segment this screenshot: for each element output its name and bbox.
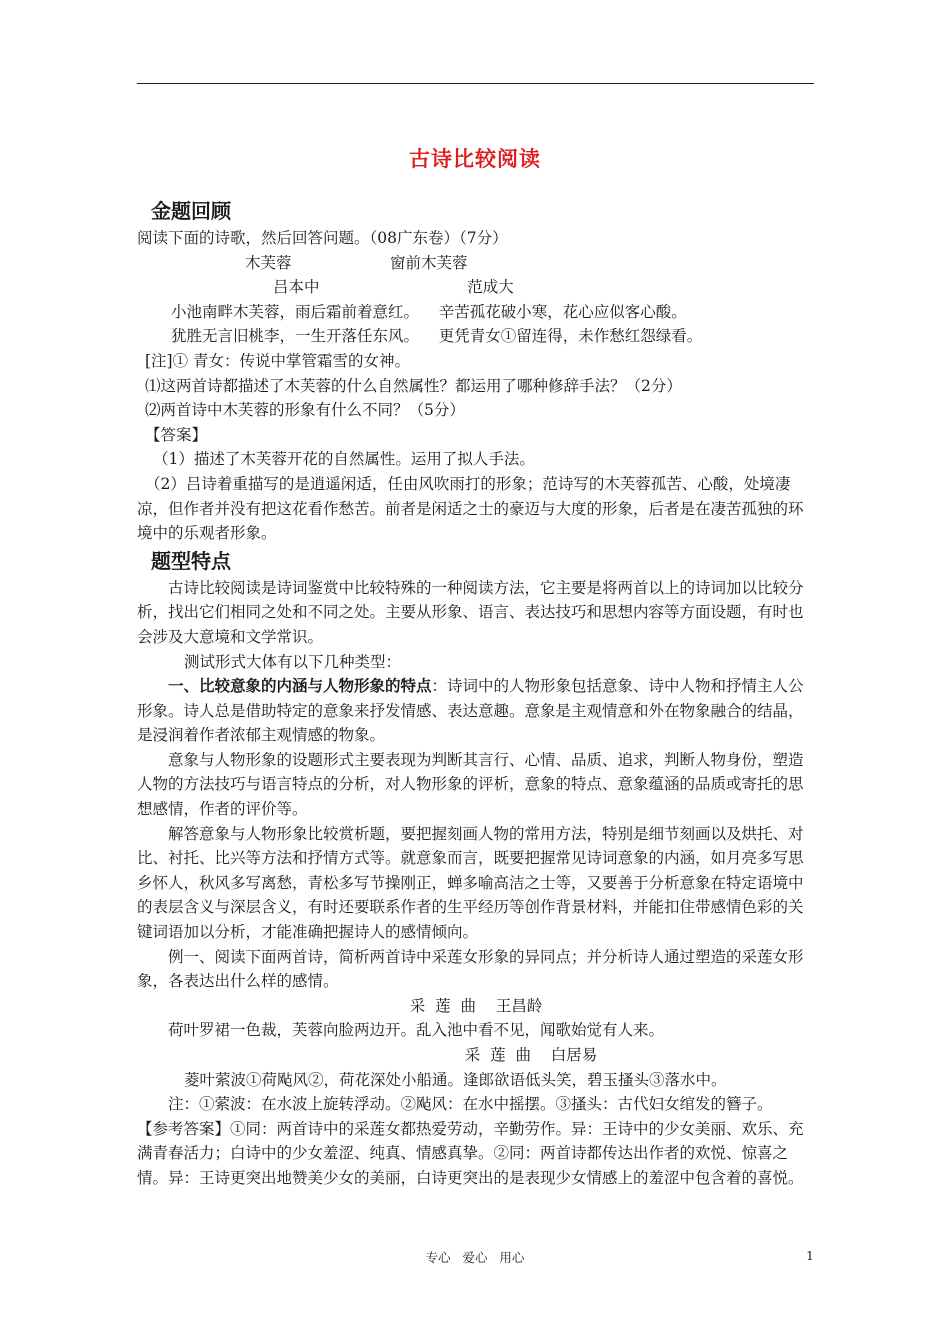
section-heading-features: 题型特点 — [151, 548, 231, 573]
paragraph-types: 测试形式大体有以下几种类型： — [184, 652, 402, 671]
document-body — [137, 196, 815, 1191]
type-one-heading: 一、比较意象的内涵与人物形象的特点 — [168, 676, 432, 696]
paragraph-example-one: 例一、阅读下面两首诗，简析两首诗中采莲女形象的异同点；并分析诗人通过塑造的采莲女形象，各表达出什么样的感情。 — [137, 947, 804, 991]
answer-label: 【答案】 — [145, 425, 208, 444]
poem-b-text: 菱叶萦波①荷飐风②，荷花深处小船通。逢郎欲语低头笑，碧玉搔头③落水中。 — [184, 1070, 727, 1089]
answer-1: （1）描述了木芙蓉开花的自然属性。运用了拟人手法。 — [153, 450, 535, 469]
paragraph-answer-method: 解答意象与人物形象比较赏析题，要把握刻画人物的常用方法，特别是细节刻画以及烘托、对比、衬托、比兴等方法和抒情方式等。就意象而言，既要把握常见诗词意象的内涵，如月亮多写思乡怀人，秋风多写离愁，青松多写节操刚正，蝉多喻高洁之士等，又要善于分析意象在特定语境中的表层含义与深层含义，有时还要联系作者的生平经历等创作背景材料，并能扣住带感情色彩的关键词语加以分析，才能准确把握诗人的感情倾向。 — [137, 824, 804, 942]
type-one-text: ：诗词中的人物形象包括意象、诗中人物和抒情主人公形象。诗人总是借助特定的意象来抒发情感、表达意趣。意象是主观情意和外在物象融合的结晶，是浸润着作者浓郁主观情感的物象。 — [137, 677, 804, 745]
poem-b-note: 注：①萦波：在水波上旋转浮动。②飐风：在水中摇摆。③搔头：古代妇女绾发的簪子。 — [168, 1095, 773, 1114]
section-heading-review: 金题回顾 — [151, 199, 231, 223]
poem-note: [注]① 青女：传说中掌管霜雪的女神。 — [145, 351, 411, 370]
answer-2: （2）吕诗着重描写的是逍遥闲适，任由风吹雨打的形象；范诗写的木芙蓉孤苦、心酸，处境凄凉，但作者并没有把这花看作愁苦。前者是闲适之士的豪迈与大度的形象，后者是在凄苦孤独的环境中的乐观者形象。 — [137, 474, 804, 543]
footer-motto: 专心 爱心 用心 — [425, 1250, 525, 1265]
poem-line-2: 犹胜无言旧桃李，一生开落任东风。 更凭青女①留连得，未作愁红怨绿看。 — [171, 327, 703, 346]
paragraph-type-one — [137, 674, 815, 748]
paragraph-intro: 古诗比较阅读是诗词鉴赏中比较特殊的一种阅读方法，它主要是将两首以上的诗词加以比较分析，找出它们相同之处和不同之处。主要从形象、语言、表达技巧和思想内容等方面设题，有时也会涉及大意境和文学常识。 — [137, 578, 804, 646]
header-rule — [137, 83, 814, 84]
poem-a-text: 荷叶罗裙一色裁，芙蓉向脸两边开。乱入池中看不见，闻歌始觉有人来。 — [168, 1021, 665, 1040]
poem-b-heading: 采 莲 曲 白居易 — [464, 1046, 598, 1064]
page-number: 1 — [806, 1248, 814, 1263]
reference-answer: 【参考答案】①同：两首诗中的采莲女都热爱劳动，辛勤劳作。异：王诗中的少女美丽、欢乐、充满青春活力；白诗中的少女羞涩、纯真、情感真挚。②同：两首诗都传达出作者的欢悦、惊喜之情。异：王诗更突出地赞美少女的美丽，白诗更突出的是表现少女情感上的羞涩中包含着的喜悦。 — [137, 1119, 804, 1187]
poem-line-1: 小池南畔木芙蓉，雨后霜前着意红。 辛苦孤花破小寒，花心应似客心酸。 — [171, 302, 687, 321]
question-1: ⑴这两首诗都描述了木芙蓉的什么自然属性？都运用了哪种修辞手法？（2分） — [145, 376, 682, 395]
page-title: 古诗比较阅读 — [409, 146, 541, 171]
poem-authors-line: 吕本中 范成大 — [273, 278, 514, 297]
question-intro: 阅读下面的诗歌，然后回答问题。（08广东卷）（7分） — [137, 229, 508, 247]
poem-a-heading: 采 莲 曲 王昌龄 — [409, 996, 543, 1015]
question-2: ⑵两首诗中木芙蓉的形象有什么不同？（5分） — [145, 401, 465, 420]
paragraph-question-forms: 意象与人物形象的设题形式主要表现为判断其言行、心情、品质、追求，判断人物身份，塑造人物的方法技巧与语言特点的分析，对人物形象的评析，意象的特点、意象蕴涵的品质或寄托的思想感情，作者的评价等。 — [137, 750, 804, 819]
poem-titles-line: 木芙蓉 窗前木芙蓉 — [245, 253, 468, 272]
